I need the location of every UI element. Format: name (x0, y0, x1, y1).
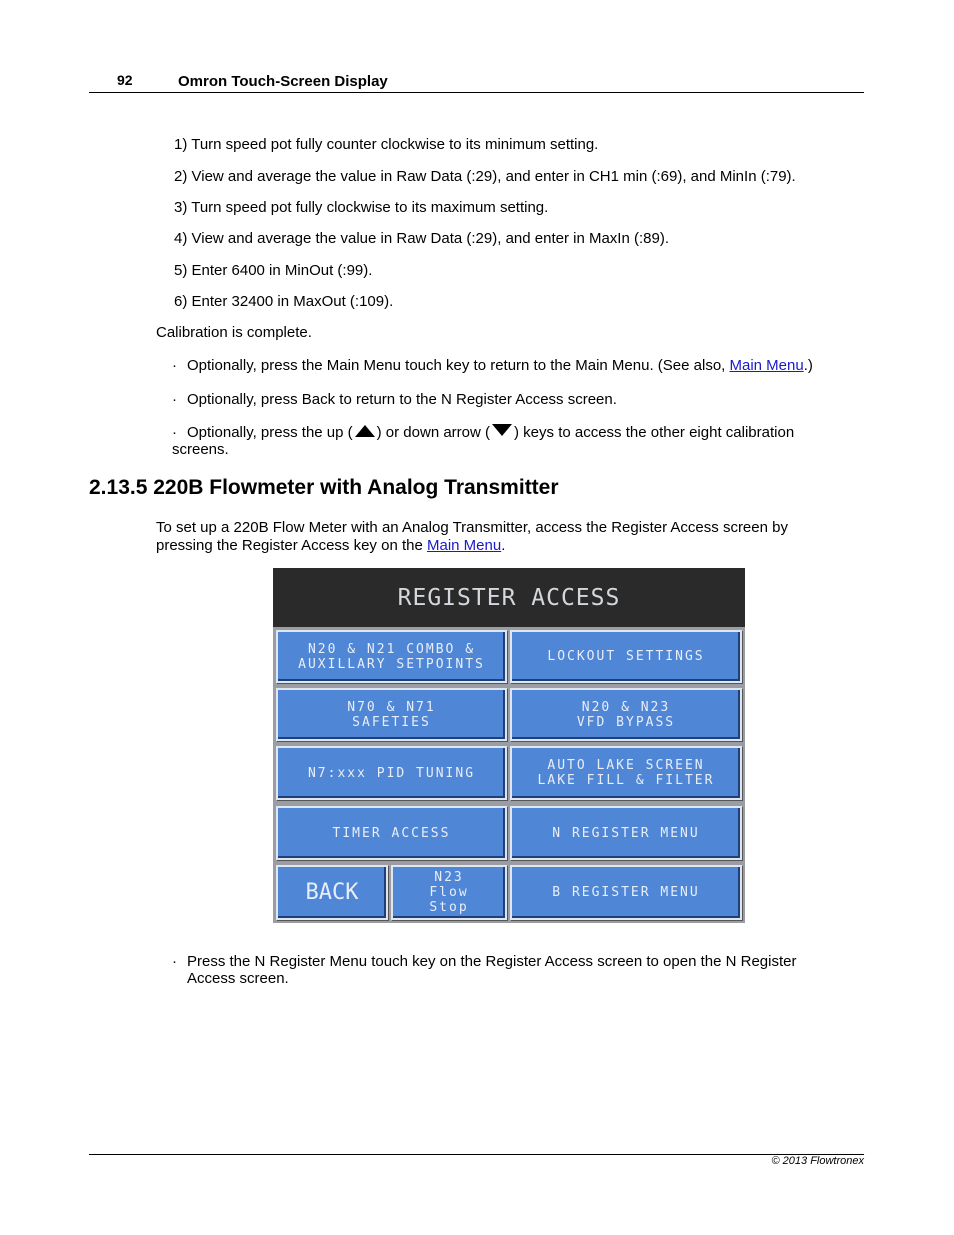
bullet-back: · Optionally, press Back to return to the N Register Access screen. (172, 391, 617, 408)
step-4: 4) View and average the value in Raw Data (:29), and enter in MaxIn (:89). (174, 230, 669, 247)
back-key[interactable]: BACK (276, 865, 388, 920)
header-rule (89, 92, 864, 93)
b-register-menu-key[interactable]: B REGISTER MENU (510, 865, 742, 920)
safeties-key[interactable]: N70 & N71 SAFETIES (276, 688, 507, 741)
bullet-marker: · (172, 391, 177, 408)
page-number: 92 (117, 72, 133, 88)
calibration-complete: Calibration is complete. (156, 324, 312, 341)
step-5: 5) Enter 6400 in MinOut (:99). (174, 262, 373, 279)
step-3: 3) Turn speed pot fully clockwise to its maximum setting. (174, 199, 549, 216)
flow-stop-key[interactable]: N23 Flow Stop (391, 865, 507, 920)
auto-lake-screen-key[interactable]: AUTO LAKE SCREEN LAKE FILL & FILTER (510, 746, 742, 800)
bullet-n-register: · Press the N Register Menu touch key on the Register Access screen to open the N Register (172, 953, 797, 970)
step-2: 2) View and average the value in Raw Data (:29), and enter in CH1 min (:69), and MinIn (:79). (174, 168, 796, 185)
up-arrow-icon (355, 425, 375, 437)
screen-title: REGISTER ACCESS (273, 568, 745, 627)
bullet-marker: · (172, 424, 177, 441)
footer-copyright: © 2013 Flowtronex (771, 1155, 864, 1167)
step-6: 6) Enter 32400 in MaxOut (:109). (174, 293, 394, 310)
vfd-bypass-key[interactable]: N20 & N23 VFD BYPASS (510, 688, 742, 741)
bullet-arrows: · Optionally, press the up ( ) or down arrow ( ) keys to access the other eight calibration (172, 424, 795, 441)
down-arrow-icon (492, 424, 512, 436)
combo-setpoints-key[interactable]: N20 & N21 COMBO & AUXILLARY SETPOINTS (276, 630, 507, 683)
page-header-title: Omron Touch-Screen Display (178, 73, 388, 90)
pid-tuning-key[interactable]: N7:xxx PID TUNING (276, 746, 507, 800)
main-menu-link[interactable]: Main Menu (729, 357, 804, 374)
register-access-screenshot (273, 568, 745, 923)
section-heading: 2.13.5 220B Flowmeter with Analog Transmitter (89, 476, 559, 499)
main-menu-link-2[interactable]: Main Menu (426, 537, 502, 554)
timer-access-key[interactable]: TIMER ACCESS (276, 806, 507, 860)
section-intro-line-2: pressing the Register Access key on the Main Menu. (156, 537, 506, 554)
n-register-menu-key[interactable]: N REGISTER MENU (510, 806, 742, 860)
bullet-main-menu: · Optionally, press the Main Menu touch key to return to the Main Menu. (See also, Main Menu.) (172, 357, 813, 374)
step-1: 1) Turn speed pot fully counter clockwise to its minimum setting. (174, 136, 599, 153)
bullet-arrows-continued: screens. (172, 441, 229, 458)
bullet-n-register-continued: Access screen. (187, 970, 289, 987)
lockout-settings-key[interactable]: LOCKOUT SETTINGS (510, 630, 742, 683)
section-intro-line-1: To set up a 220B Flow Meter with an Analog Transmitter, access the Register Access screen by (156, 519, 788, 536)
bullet-marker: · (172, 953, 177, 970)
bullet-marker: · (172, 357, 177, 374)
footer-rule (89, 1154, 864, 1155)
